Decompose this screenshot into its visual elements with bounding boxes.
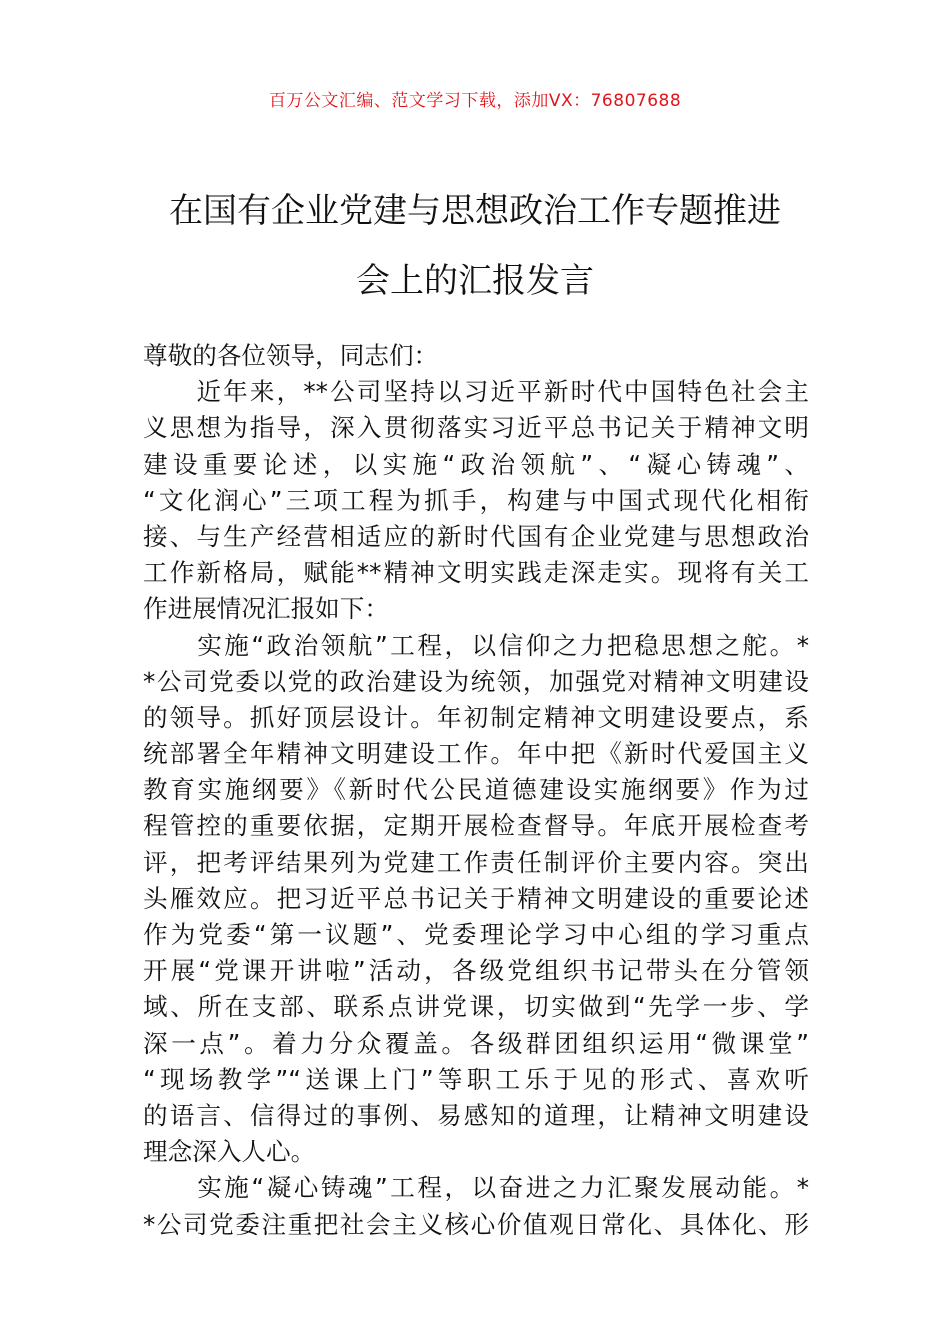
body-line: *公司党委以党的政治建设为统领，加强党对精神文明建设 [143, 666, 809, 696]
body-line: *公司党委注重把社会主义核心价值观日常化、具体化、形 [143, 1209, 809, 1239]
body-line: 近年来，**公司坚持以习近平新时代中国特色社会主 [143, 377, 809, 407]
body-line: 的语言、信得过的事例、易感知的道理，让精神文明建设 [143, 1100, 809, 1130]
body-line: 义思想为指导，深入贯彻落实习近平总书记关于精神文明 [143, 413, 809, 443]
body-line: 头雁效应。把习近平总书记关于精神文明建设的重要论述 [143, 883, 809, 913]
document-title [120, 176, 830, 316]
body-line: 作进展情况汇报如下： [143, 594, 389, 624]
body-line-salutation: 尊敬的各位领导，同志们： [143, 341, 439, 370]
body-line: 工作新格局，赋能**精神文明实践走深走实。现将有关工 [143, 558, 809, 588]
title-line: 在国有企业党建与思想政治工作专题推进 [169, 191, 781, 231]
body-line: 开展“党课开讲啦”活动，各级党组织书记带头在分管领 [143, 956, 809, 986]
body-line: 实施“凝心铸魂”工程，以奋进之力汇聚发展动能。* [143, 1173, 809, 1203]
body-line: “现场教学”“送课上门”等职工乐于见的形式、喜欢听 [143, 1064, 809, 1094]
body-line: 作为党委“第一议题”、党委理论学习中心组的学习重点 [143, 920, 809, 949]
body-line: 统部署全年精神文明建设工作。年中把《新时代爱国主义 [143, 739, 809, 769]
body-line: 评，把考评结果列为党建工作责任制评价主要内容。突出 [143, 847, 809, 877]
body-line: 接、与生产经营相适应的新时代国有企业党建与思想政治 [143, 521, 809, 551]
body-line: “文化润心”三项工程为抓手，构建与中国式现代化相衔 [143, 485, 809, 515]
header-download-note: 百万公文汇编、范文学习下载，添加VX：76807688 [268, 91, 682, 111]
body-line: 教育实施纲要》《新时代公民道德建设实施纲要》作为过 [143, 775, 809, 805]
body-line: 实施“政治领航”工程，以信仰之力把稳思想之舵。* [143, 630, 809, 660]
body-line: 域、所在支部、联系点讲党课，切实做到“先学一步、学 [143, 992, 809, 1022]
body-line: 理念深入人心。 [143, 1137, 316, 1167]
document-body [143, 338, 809, 1243]
title-line: 会上的汇报发言 [356, 261, 594, 301]
body-line: 建设重要论述，以实施“政治领航”、“凝心铸魂”、 [143, 449, 809, 479]
body-line: 深一点”。着力分众覆盖。各级群团组织运用“微课堂” [143, 1028, 809, 1058]
body-line: 的领导。抓好顶层设计。年初制定精神文明建设要点，系 [143, 702, 809, 732]
body-line: 程管控的重要依据，定期开展检查督导。年底开展检查考 [143, 811, 809, 841]
